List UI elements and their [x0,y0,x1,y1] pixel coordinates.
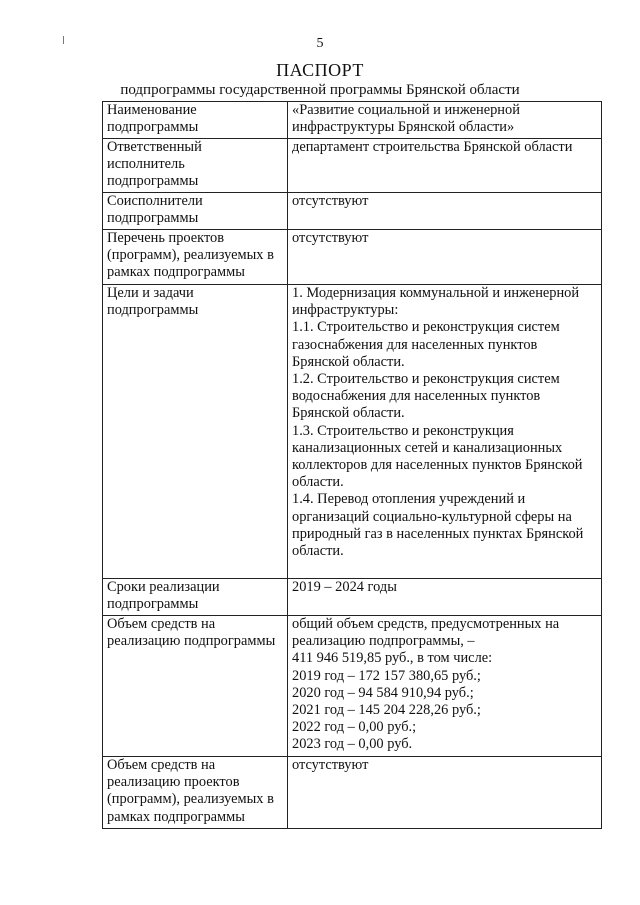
value-line: 2022 год – 0,00 руб.; [292,719,417,736]
value-line: отсутствуют [292,230,369,246]
label-line: Объем средств на [107,616,216,632]
document-title: ПАСПОРТ [276,60,364,80]
row-label-cell [103,102,288,139]
label-line: подпрограммы [107,173,199,190]
label-line: (программ), реализуемых в [107,791,274,808]
value-line: 2019 год – 172 157 380,65 руб.; [292,667,481,684]
value-line: 1. Модернизация коммунальной и инженерной [292,285,580,301]
passport-table [102,101,602,829]
value-line: 1.3. Строительство и реконструкция [292,422,514,439]
value-line: Брянской области. [292,405,405,422]
label-line: Перечень проектов [107,230,225,246]
value-line: 2023 год – 0,00 руб. [292,736,413,753]
table-row [103,757,602,829]
label-line: исполнитель [107,156,185,173]
value-line: 1.4. Перевод отопления учреждений и [292,491,526,508]
row-value-cell [288,230,602,285]
value-line: природный газ в населенных пунктах Брянской [292,525,584,542]
value-line: инфраструктуры: [292,302,399,319]
label-line: рамках подпрограммы [107,808,245,825]
row-label-cell [103,139,288,193]
value-line: 2019 – 2024 годы [292,579,397,595]
value-line: 1.1. Строительство и реконструкция систем [292,319,560,336]
value-line: общий объем средств, предусмотренных на [292,616,560,632]
label-line: Цели и задачи [107,285,194,301]
row-label-cell [103,757,288,829]
value-line: 1.2. Строительство и реконструкция систем [292,371,560,388]
document-subtitle: подпрограммы государственной программы Брянской области [120,82,520,98]
table-row [103,230,602,285]
value-line: инфраструктуры Брянской области» [292,119,515,136]
value-line: области. [292,543,344,560]
label-line: Ответственный [107,139,202,155]
value-line: отсутствуют [292,193,369,209]
label-line: подпрограммы [107,596,199,613]
table-row [103,616,602,757]
value-line: 2020 год – 94 584 910,94 руб.; [292,684,474,701]
value-line: области. [292,474,344,491]
row-value-cell [288,616,602,757]
label-line: Сроки реализации [107,579,220,595]
table-row [103,102,602,139]
value-line: «Развитие социальной и инженерной [292,102,520,118]
label-line: подпрограммы [107,119,199,136]
value-line: коллекторов для населенных пунктов Брянской [292,457,583,474]
label-line: Наименование [107,102,197,118]
label-line: подпрограммы [107,302,199,319]
label-line: (программ), реализуемых в [107,247,274,264]
value-line: канализационных сетей и канализационных [292,439,563,456]
value-line: отсутствуют [292,757,369,773]
row-label-cell [103,193,288,230]
value-line: 2021 год – 145 204 228,26 руб.; [292,702,481,719]
table-row [103,285,602,579]
value-line: организаций социально-культурной сферы на [292,508,572,525]
page-number: 5 [316,36,324,51]
value-line: Брянской области. [292,353,405,370]
value-line: водоснабжения для населенных пунктов [292,388,541,405]
row-value-cell [288,757,602,829]
value-line: департамент строительства Брянской области [292,139,573,155]
row-value-cell [288,579,602,616]
value-line: реализацию подпрограммы, – [292,633,475,650]
row-label-cell [103,616,288,757]
row-value-cell [288,139,602,193]
value-line: 411 946 519,85 руб., в том числе: [292,650,493,667]
label-line: Соисполнители [107,193,203,209]
row-label-cell [103,285,288,579]
table-row [103,579,602,616]
value-line: газоснабжения для населенных пунктов [292,336,538,353]
label-line: рамках подпрограммы [107,264,245,281]
label-line: подпрограммы [107,210,199,227]
table-row [103,193,602,230]
row-value-cell [288,285,602,579]
row-value-cell [288,102,602,139]
label-line: Объем средств на [107,757,216,773]
row-value-cell [288,193,602,230]
row-label-cell [103,230,288,285]
label-line: реализацию подпрограммы [107,633,276,650]
row-label-cell [103,579,288,616]
label-line: реализацию проектов [107,774,240,791]
table-row [103,139,602,193]
